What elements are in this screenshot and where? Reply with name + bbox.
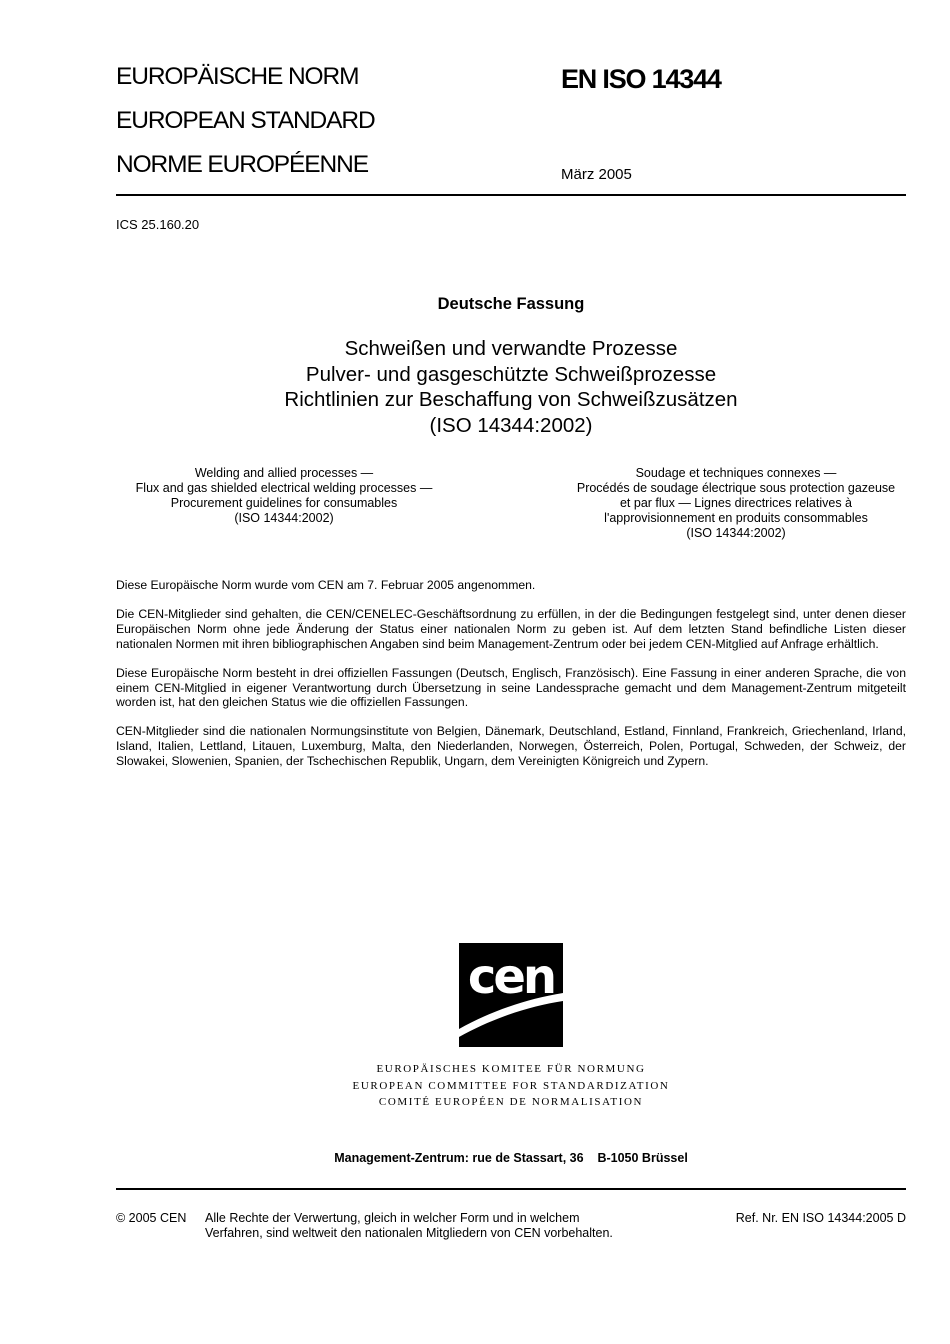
committee-names — [300, 1061, 722, 1111]
english-title-line: Welding and allied processes — — [194, 466, 374, 480]
document-date: März 2005 — [561, 166, 632, 183]
rights-notice — [205, 1211, 675, 1241]
rights-line: Verfahren, sind weltweit den nationalen Mitgliedern von CEN vorbehalten. — [205, 1226, 613, 1240]
english-title-line: (ISO 14344:2002) — [234, 511, 334, 525]
document-title — [116, 336, 906, 438]
rights-line: Alle Rechte der Verwertung, gleich in welcher Form und in welchem — [205, 1211, 580, 1225]
norm-title-fr: NORME EUROPÉENNE — [116, 151, 368, 178]
french-title — [566, 466, 906, 541]
header-divider — [116, 194, 906, 196]
french-title-line: et par flux — Lignes directrices relatives à — [619, 496, 853, 510]
cen-logo-icon — [459, 943, 563, 1047]
paragraph-obligations: Die CEN-Mitglieder sind gehalten, die CEN/CENELEC-Geschäftsordnung zu erfüllen, in der die Bedingungen festgelegt sind, unter denen dieser Europäischen Norm ohne jede Änderung der Status einer nationalen Norm zu geben ist. Auf dem letzten Stand befindliche Listen dieser nationalen Normen mit ihren bibliographischen Angaben sind beim Management-Zentrum oder bei jedem CEN-Mitglied auf Anfrage erhältlich. — [116, 607, 906, 651]
title-line: (ISO 14344:2002) — [429, 413, 593, 437]
cen-logo-text: cen — [467, 949, 555, 1005]
copyright: © 2005 CEN — [116, 1211, 187, 1225]
committee-name-de: EUROPÄISCHES KOMITEE FÜR NORMUNG — [376, 1063, 646, 1075]
french-title-line: (ISO 14344:2002) — [686, 526, 786, 540]
norm-title-en: EUROPEAN STANDARD — [116, 107, 375, 134]
reference-number: Ref. Nr. EN ISO 14344:2005 D — [735, 1211, 906, 1225]
paragraph-members: CEN-Mitglieder sind die nationalen Normungsinstitute von Belgien, Dänemark, Deutschland, Estland, Finnland, Frankreich, Griechenland, Irland, Island, Italien, Lettland, Litauen, Luxemburg, Malta, den Niederlanden, Norwegen, Österreich, Polen, Portugal, Schweden, der Schweiz, der Slowakei, Slowenien, Spanien, der Tschechischen Republik, Ungarn, dem Vereinigten Königreich und Zypern. — [116, 724, 906, 768]
title-line: Pulver- und gasgeschützte Schweißprozesse — [305, 362, 717, 386]
title-line: Schweißen und verwandte Prozesse — [344, 337, 678, 360]
management-address: Management-Zentrum: rue de Stassart, 36 B-1050 Brüssel — [334, 1151, 688, 1165]
footer-divider — [116, 1188, 906, 1190]
norm-title-de: EUROPÄISCHE NORM — [116, 63, 359, 90]
paragraph-adoption: Diese Europäische Norm wurde vom CEN am 7. Februar 2005 angenommen. — [116, 578, 536, 592]
paragraph-versions: Diese Europäische Norm besteht in drei offiziellen Fassungen (Deutsch, Englisch, Französisch). Eine Fassung in einer anderen Sprache, die von einem CEN-Mitglied in eigener Verantwortung durch Übersetzung in seine Landessprache gemacht und dem Management-Zentrum mitgeteilt worden ist, hat den gleichen Status wie die offiziellen Fassungen. — [116, 665, 906, 710]
version-label: Deutsche Fassung — [437, 295, 585, 313]
committee-name-fr: COMITÉ EUROPÉEN DE NORMALISATION — [378, 1096, 644, 1108]
ics-code: ICS 25.160.20 — [116, 217, 200, 232]
french-title-line: Soudage et techniques connexes — — [635, 466, 837, 480]
english-title-line: Procurement guidelines for consumables — [170, 496, 398, 510]
committee-name-en: EUROPEAN COMMITTEE FOR STANDARDIZATION — [352, 1079, 670, 1092]
body-text — [116, 578, 906, 783]
french-title-line: Procédés de soudage électrique sous protection gazeuse — [576, 481, 896, 495]
document-number: EN ISO 14344 — [561, 64, 721, 94]
french-title-line: l'approvisionnement en produits consommables — [604, 511, 868, 525]
english-title — [116, 466, 452, 526]
title-line: Richtlinien zur Beschaffung von Schweißzusätzen — [284, 388, 738, 411]
english-title-line: Flux and gas shielded electrical welding processes — — [135, 481, 433, 495]
